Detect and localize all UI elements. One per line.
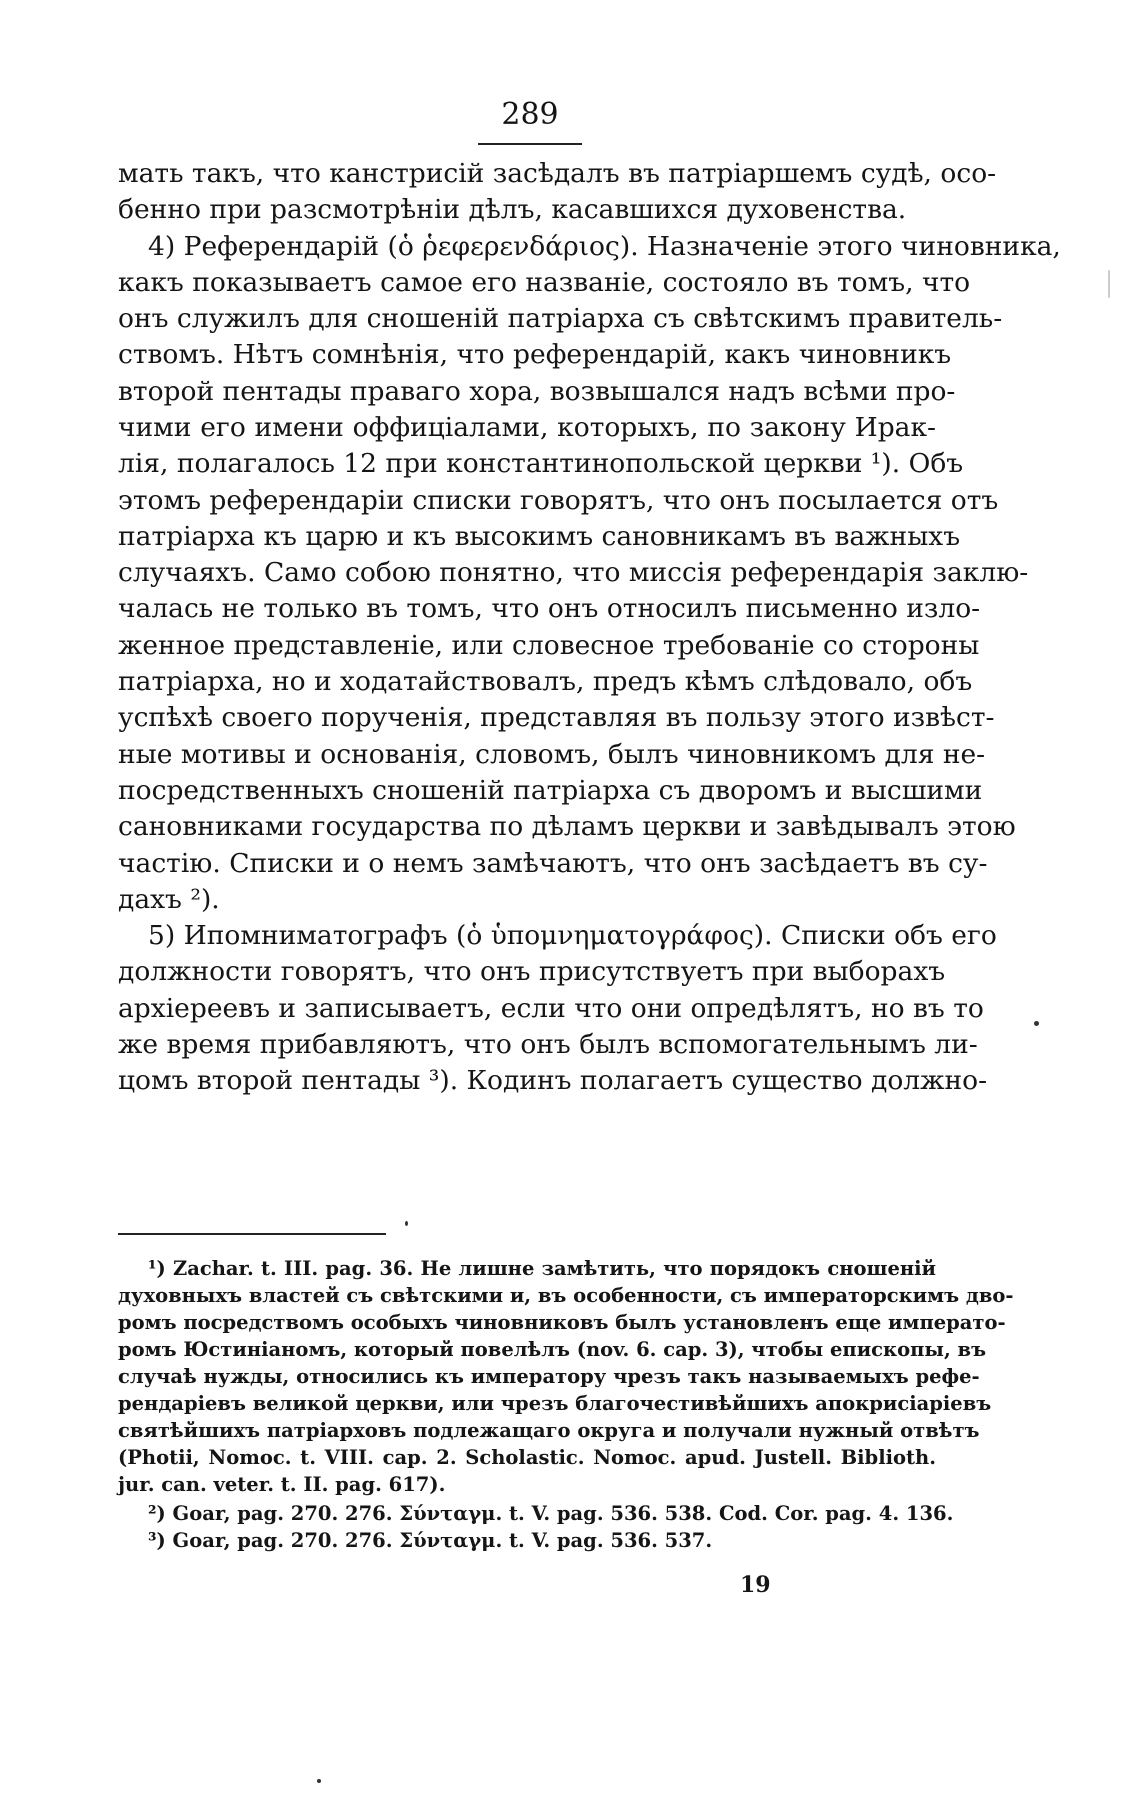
body-line: патріарха къ царю и къ высокимъ сановникамъ въ важныхъ bbox=[118, 521, 961, 552]
footnote-line: духовныхъ властей съ свѣтскими и, въ особенности, съ императорскимъ дво- bbox=[118, 1284, 1014, 1307]
footnote-line: рендаріевъ великой церкви, или чрезъ благочестивѣйшихъ апокрисіаріевъ bbox=[118, 1392, 992, 1415]
body-line: ствомъ. Нѣтъ сомнѣнія, что референдарій, какъ чиновникъ bbox=[118, 339, 952, 370]
footnote-line: ²) Goar, pag. 270. 276. Σύνταγμ. t. V. pag. 536. 538. Cod. Cor. pag. 4. 136. bbox=[148, 1502, 954, 1525]
body-line: 4) Референдарій (ὁ ῥεφερενδάριος). Назначеніе этого чиновника, bbox=[148, 231, 1061, 262]
body-line: успѣхѣ своего порученія, представляя въ пользу этого извѣст- bbox=[118, 702, 995, 733]
body-line: мать такъ, что канстрисій засѣдалъ въ патріаршемъ судѣ, осо- bbox=[118, 158, 997, 189]
footnote-line: ³) Goar, pag. 270. 276. Σύνταγμ. t. V. pag. 536. 537. bbox=[148, 1529, 713, 1552]
body-line: ные мотивы и основанія, словомъ, былъ чиновникомъ для не- bbox=[118, 739, 986, 770]
body-line: цомъ второй пентады ³). Кодинъ полагаетъ существо должно- bbox=[118, 1065, 988, 1096]
page-number-rule bbox=[478, 143, 582, 145]
body-line: женное представленіе, или словесное требованіе со стороны bbox=[118, 630, 980, 661]
body-line: патріарха, но и ходатайствовалъ, предъ кѣмъ слѣдовало, объ bbox=[118, 666, 973, 697]
signature-mark: 19 bbox=[740, 1572, 771, 1598]
footnote-line: случаѣ нужды, относились къ императору чрезъ такъ называемыхъ рефе- bbox=[118, 1365, 980, 1388]
footnote-line: (Photii, Nomoc. t. VIII. cap. 2. Scholastic. Nomoc. apud. Justell. Biblioth. bbox=[118, 1446, 936, 1469]
page-number: 289 bbox=[501, 97, 559, 132]
footnote-rule bbox=[118, 1233, 386, 1235]
body-line: 5) Ипомниматографъ (ὁ ὑπομνηματογράφος). Списки объ его bbox=[148, 920, 997, 951]
body-line: онъ служилъ для сношеній патріарха съ свѣтскимъ правитель- bbox=[118, 303, 1003, 334]
body-line: чими его имени оффиціалами, которыхъ, по закону Ирак- bbox=[118, 412, 936, 443]
body-line: должности говорятъ, что онъ присутствуетъ при выборахъ bbox=[118, 956, 946, 987]
body-line: же время прибавляютъ, что онъ былъ вспомогательнымъ ли- bbox=[118, 1029, 978, 1060]
body-line: дахъ ²). bbox=[118, 884, 220, 915]
body-line: частію. Списки и о немъ замѣчаютъ, что онъ засѣдаетъ въ су- bbox=[118, 848, 988, 879]
body-line: архіереевъ и записываетъ, если что они опредѣлятъ, но въ то bbox=[118, 993, 984, 1024]
scan-speck bbox=[1108, 270, 1110, 298]
scan-speck bbox=[405, 1221, 408, 1226]
body-line: лія, полагалось 12 при константинопольской церкви ¹). Объ bbox=[118, 448, 964, 479]
body-line: какъ показываетъ самое его названіе, состояло въ томъ, что bbox=[118, 267, 971, 298]
footnote-line: святѣйшихъ патріарховъ подлежащаго округа и получали нужный отвѣтъ bbox=[118, 1419, 980, 1442]
scan-speck bbox=[1034, 1021, 1039, 1026]
scan-speck bbox=[317, 1779, 321, 1783]
body-line: сановниками государства по дѣламъ церкви и завѣдывалъ этою bbox=[118, 811, 1016, 842]
footnote-line: ромъ Юстиніаномъ, который повелѣлъ (nov. 6. cap. 3), чтобы епископы, въ bbox=[118, 1338, 987, 1361]
body-line: бенно при разсмотрѣніи дѣлъ, касавшихся духовенства. bbox=[118, 194, 907, 225]
body-line: посредственныхъ сношеній патріарха съ дворомъ и высшими bbox=[118, 775, 983, 806]
footnote-line: ¹) Zachar. t. III. pag. 36. Не лишне замѣтить, что порядокъ сношеній bbox=[148, 1257, 936, 1280]
body-line: чалась не только въ томъ, что онъ относилъ письменно изло- bbox=[118, 593, 981, 624]
body-line: этомъ референдаріи списки говорятъ, что онъ посылается отъ bbox=[118, 485, 999, 516]
body-line: второй пентады праваго хора, возвышался надъ всѣми про- bbox=[118, 376, 956, 407]
footnote-line: ромъ посредствомъ особыхъ чиновниковъ былъ установленъ еще императо- bbox=[118, 1311, 1006, 1334]
body-line: случаяхъ. Само собою понятно, что миссія референдарія заклю- bbox=[118, 557, 1029, 588]
footnote-line: jur. can. veter. t. II. pag. 617). bbox=[118, 1473, 446, 1496]
